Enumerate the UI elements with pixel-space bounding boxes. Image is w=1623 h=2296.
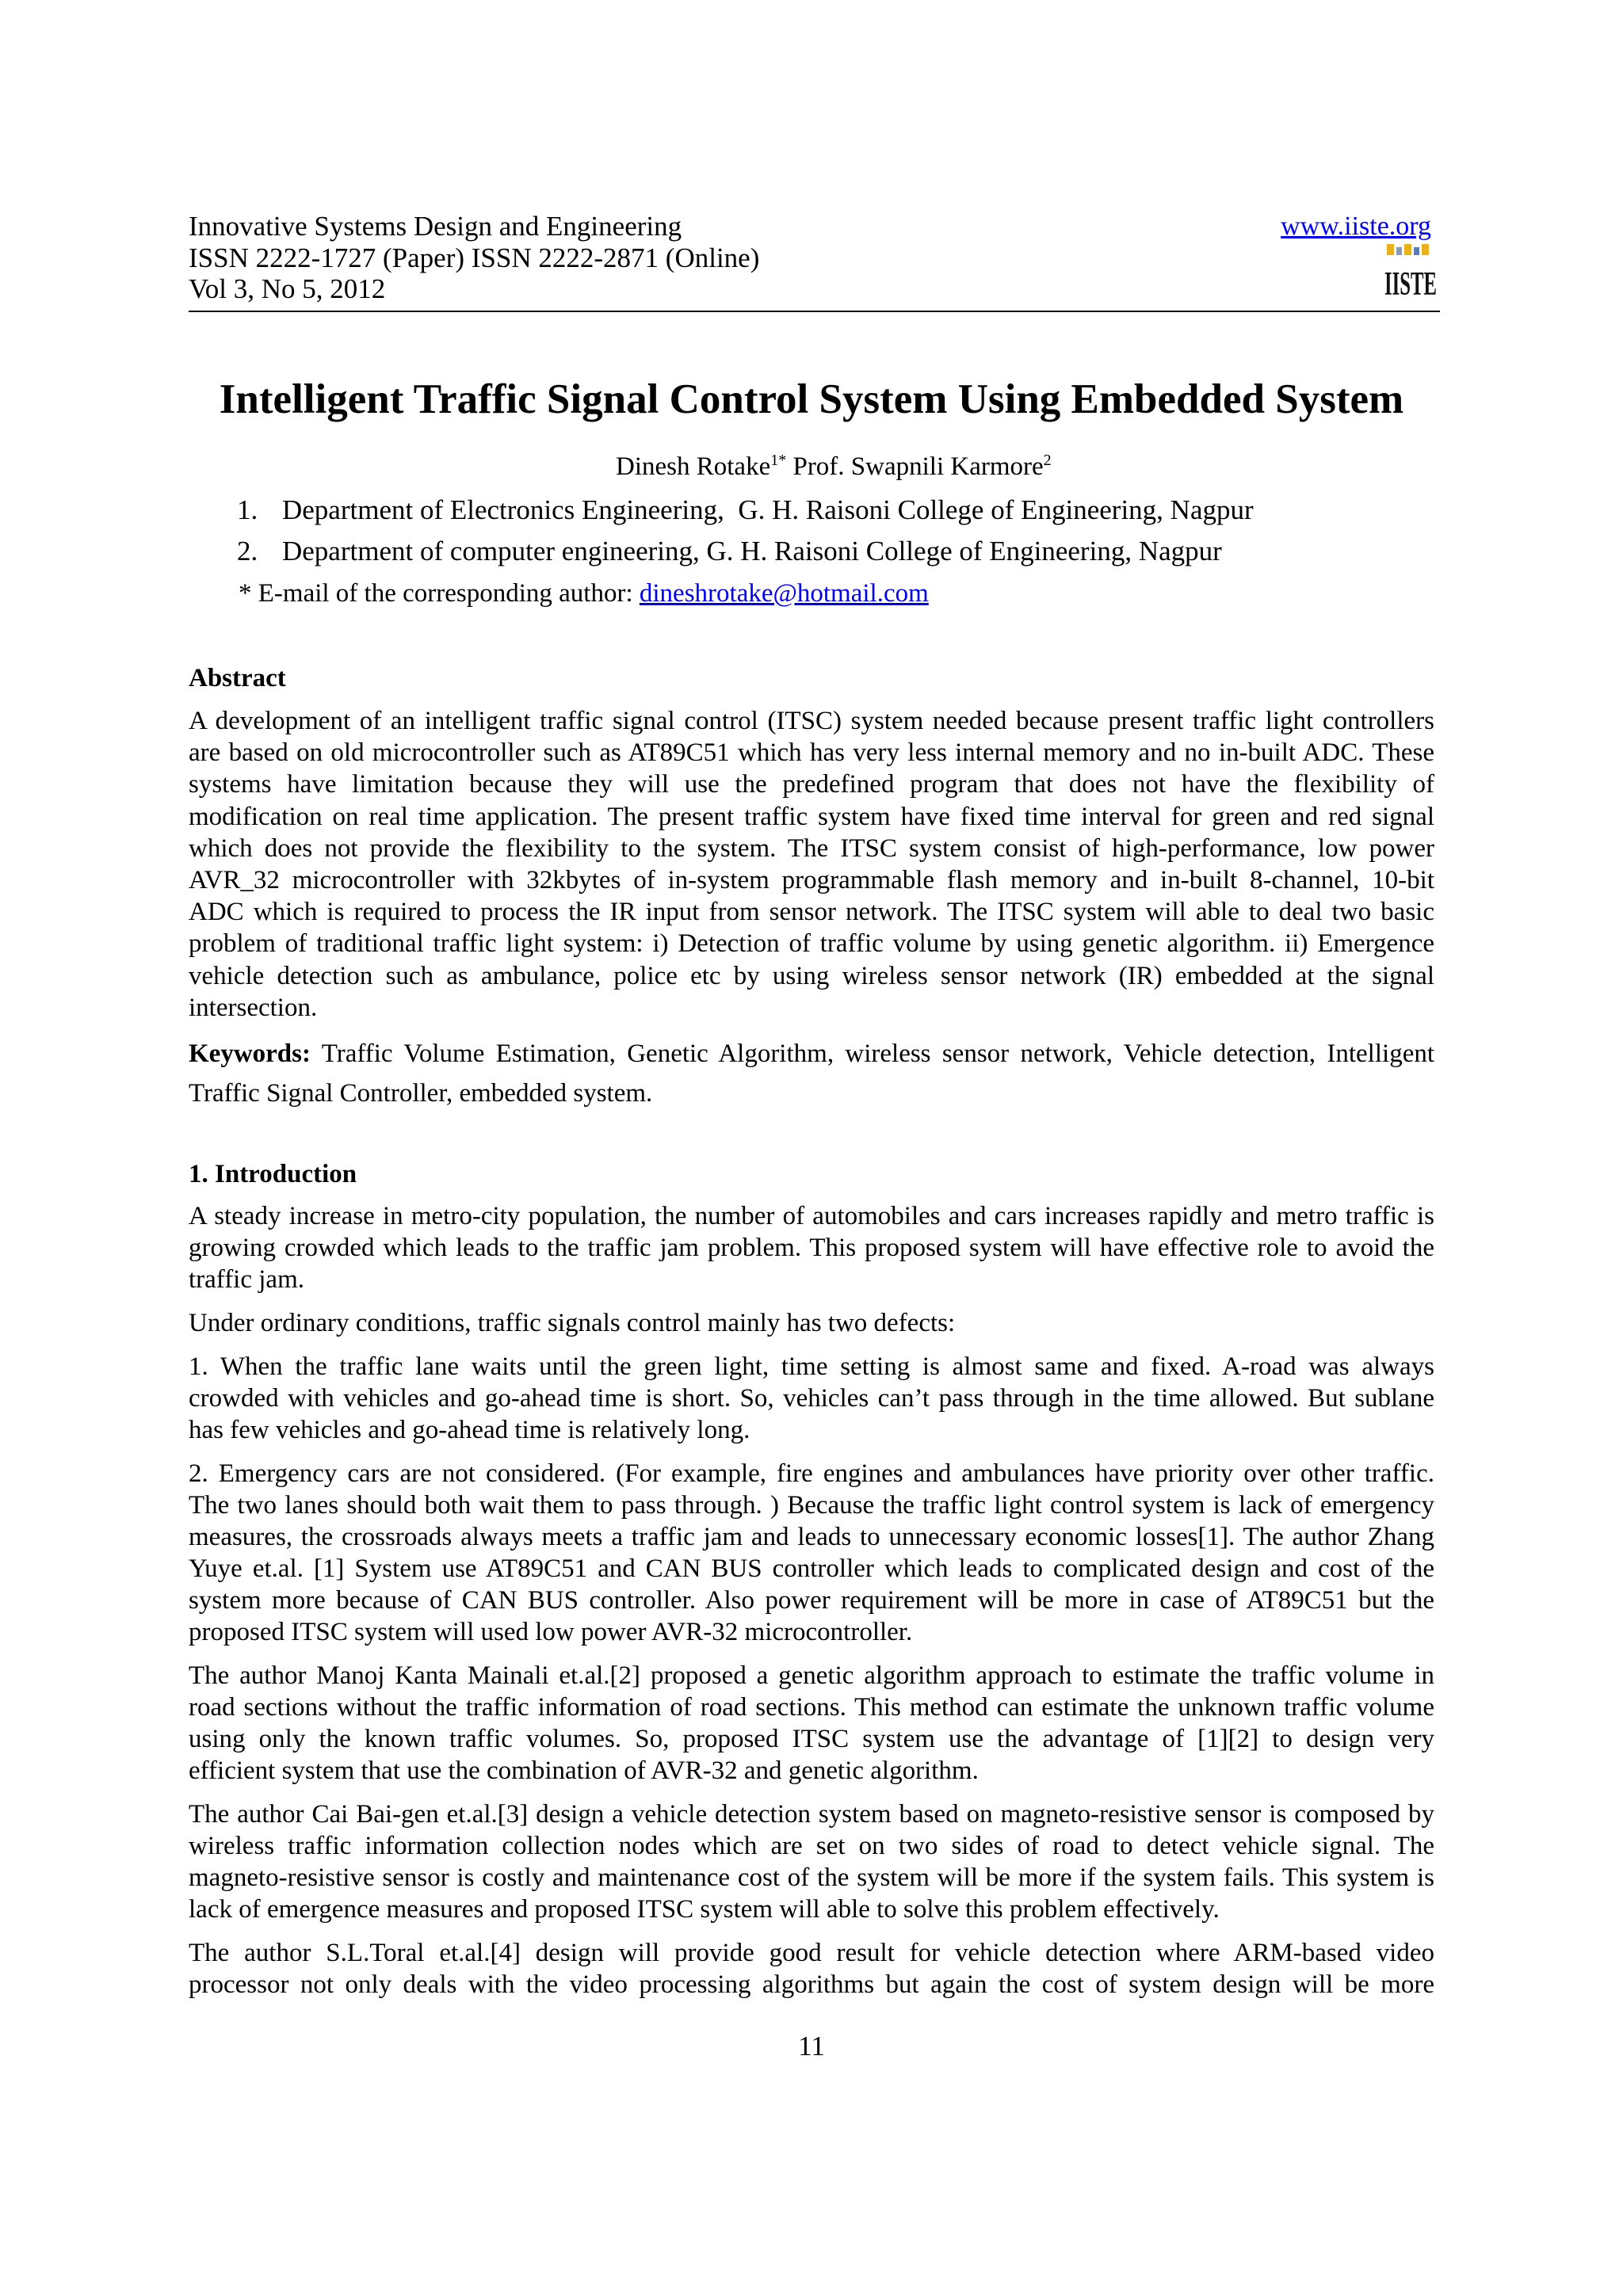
text-line: are based on old microcontroller such as AT89C51 which has very less internal memory and no in-built ADC. These	[189, 738, 1434, 768]
header-rule	[189, 311, 1440, 312]
text-line: A steady increase in metro-city population, the number of automobiles and cars increases rapidly and metro traffic is	[189, 1202, 1434, 1230]
journal-header	[189, 211, 759, 305]
email-label: * E-mail of the corresponding author:	[239, 579, 633, 608]
text-line: efficient system that use the combination of AVR-32 and genetic algorithm.	[189, 1756, 979, 1785]
logo-mark	[1414, 247, 1419, 255]
journal-website-link[interactable]: www.iiste.org	[1281, 212, 1431, 241]
text-line: The two lanes should both wait them to pass through. ) Because the traffic light control system is lack of emergency	[189, 1491, 1434, 1520]
keywords-label: Keywords:	[189, 1039, 311, 1068]
paragraph	[189, 1798, 1434, 1925]
text-line: measures, the crossroads always meets a traffic jam and leads to unnecessary economic losses[1]. The author Zhang	[189, 1523, 1434, 1551]
logo-wordmark: IISTE	[1384, 266, 1437, 303]
text-line: using only the known traffic volumes. So, proposed ITSC system use the advantage of [1][2] to design very	[189, 1725, 1434, 1753]
text-line: AVR_32 microcontroller with 32kbytes of in-system programmable flash memory and in-built 8-channel, 10-bit	[189, 866, 1434, 895]
text-line: proposed ITSC system will used low power AVR-32 microcontroller.	[189, 1618, 913, 1646]
paragraph	[189, 1200, 1434, 1295]
affiliation-item	[237, 490, 1254, 531]
affiliation-text: Department of Electronics Engineering, G. H. Raisoni College of Engineering, Nagpur	[282, 494, 1254, 525]
text-line: ADC which is required to process the IR input from sensor network. The ITSC system will able to deal two basic	[189, 898, 1434, 927]
text-line: The author Cai Bai-gen et.al.[3] design a vehicle detection system based on magneto-resistive sensor is composed by	[189, 1800, 1434, 1829]
keywords-line	[189, 1034, 1434, 1074]
email-link[interactable]: dineshrotake@hotmail.com	[639, 579, 929, 608]
paragraph	[189, 1351, 1434, 1446]
text-line: modification on real time application. The present traffic system have fixed time interval for green and red signal	[189, 802, 1434, 831]
logo-mark	[1387, 244, 1394, 255]
text-line: which does not provide the flexibility to the system. The ITSC system consist of high-performance, low power	[189, 833, 1434, 863]
logo-mark	[1396, 247, 1402, 255]
logo-mark	[1422, 244, 1429, 255]
paragraph	[189, 1937, 1434, 2000]
text-line: vehicle detection such as ambulance, police etc by using wireless sensor network (IR) embedded at the signal	[189, 961, 1434, 990]
text-line: system more because of CAN BUS controller. Also power requirement will be more in case of AT89C51 but the	[189, 1586, 1434, 1615]
text-line: problem of traditional traffic light system: i) Detection of traffic volume by using genetic algorithm. ii) Emergence	[189, 929, 1434, 959]
text-line: The author S.L.Toral et.al.[4] design will provide good result for vehicle detection where ARM-based video	[189, 1939, 1434, 1967]
text-line: Yuye et.al. [1] System use AT89C51 and CAN BUS controller which leads to complicated design and cost of the	[189, 1554, 1434, 1583]
logo-mark	[1404, 244, 1411, 255]
text-line: lack of emergence measures and proposed ITSC system will able to solve this problem effectively.	[189, 1895, 1220, 1924]
author-superscript: 2	[1043, 452, 1052, 469]
text-line: traffic jam.	[189, 1265, 304, 1294]
text-line: systems have limitation because they will use the predefined program that does not have the flexibility of	[189, 770, 1434, 799]
introduction-body	[189, 1200, 1434, 2012]
author-name: Dinesh Rotake	[616, 452, 771, 481]
text-line: intersection.	[189, 993, 318, 1022]
paragraph	[189, 1458, 1434, 1648]
text-line: has few vehicles and go-ahead time is relatively long.	[189, 1416, 750, 1444]
text-line: magneto-resistive sensor is costly and maintenance cost of the system will be more if the system fails. This system is	[189, 1863, 1434, 1892]
paper-title: Intelligent Traffic Signal Control System Using Embedded System	[219, 376, 1404, 422]
text-line: Under ordinary conditions, traffic signals control mainly has two defects:	[189, 1309, 956, 1337]
issn-line: ISSN 2222-1727 (Paper) ISSN 2222-2871 (Online)	[189, 242, 760, 273]
affiliation-text: Department of computer engineering, G. H. Raisoni College of Engineering, Nagpur	[282, 536, 1222, 566]
section-heading-introduction: 1. Introduction	[189, 1160, 357, 1188]
keywords-line: Traffic Signal Controller, embedded system.	[189, 1079, 653, 1108]
journal-name: Innovative Systems Design and Engineering	[189, 211, 682, 242]
author-name: Prof. Swapnili Karmore	[792, 452, 1044, 481]
text-line: road sections without the traffic information of road sections. This method can estimate the unknown traffic volume	[189, 1693, 1434, 1722]
text-line: crowded with vehicles and go-ahead time is short. So, vehicles can’t pass through in the time allowed. But sublane	[189, 1384, 1434, 1413]
keywords-block	[189, 1034, 1434, 1113]
volume-line: Vol 3, No 5, 2012	[189, 273, 386, 304]
author-line	[616, 451, 1052, 482]
affiliation-number: 1.	[237, 494, 258, 525]
abstract-heading: Abstract	[189, 664, 286, 692]
paragraph	[189, 1660, 1434, 1787]
affiliation-number: 2.	[237, 536, 258, 566]
text-line: A development of an intelligent traffic signal control (ITSC) system needed because present traffic light controllers	[189, 707, 1434, 735]
author-superscript: 1*	[770, 452, 787, 469]
text-line: The author Manoj Kanta Mainali et.al.[2] proposed a genetic algorithm approach to estimate the traffic volume in	[189, 1661, 1434, 1690]
corresponding-email-line	[239, 578, 929, 609]
text-line: growing crowded which leads to the traffic jam problem. This proposed system will have effective role to avoid the	[189, 1234, 1434, 1262]
abstract-body	[189, 705, 1434, 1024]
affiliation-item	[237, 531, 1254, 572]
paragraph	[189, 1307, 1434, 1339]
text-line: 2. Emergency cars are not considered. (For example, fire engines and ambulances have priority over other traffic.	[189, 1459, 1434, 1488]
text-line: 1. When the traffic lane waits until the green light, time setting is almost same and fixed. A-road was always	[189, 1352, 1434, 1381]
keywords-text: Traffic Volume Estimation, Genetic Algorithm, wireless sensor network, Vehicle detection, Intelligent	[321, 1039, 1435, 1068]
affiliation-list	[237, 490, 1254, 572]
text-line: wireless traffic information collection nodes which are set on two sides of road to detect vehicle signal. The	[189, 1832, 1434, 1860]
page-number: 11	[798, 2031, 825, 2061]
iiste-logo	[1382, 242, 1439, 303]
text-line: processor not only deals with the video processing algorithms but again the cost of system design will be more	[189, 1970, 1434, 1999]
